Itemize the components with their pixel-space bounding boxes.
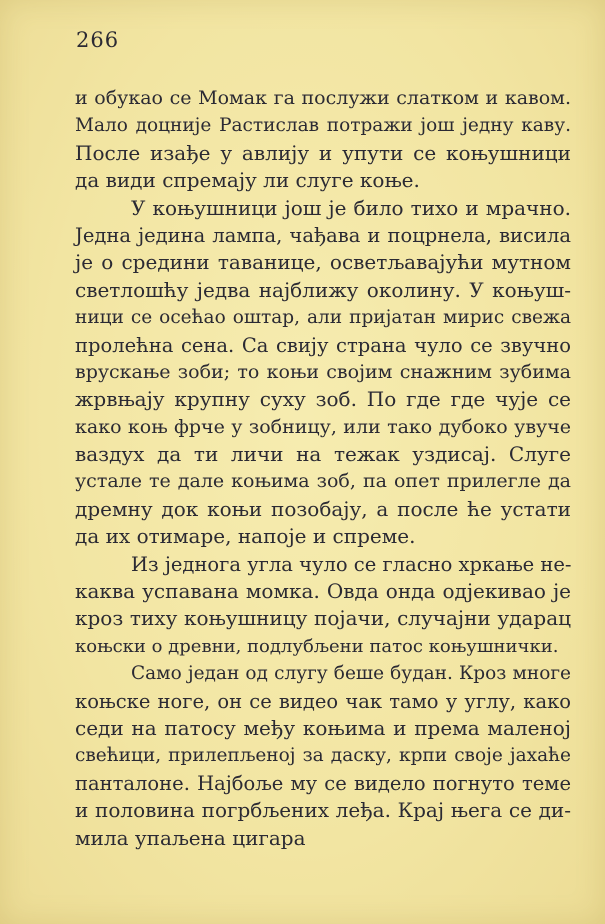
text-line: жрвњају крупну суху зоб. По где где чује се — [75, 387, 571, 412]
page-number: 266 — [76, 28, 120, 52]
text-line: Једна једина лампа, чађава и поцрнела, висила — [75, 223, 571, 247]
text-line: пролећна сена. Са свију страна чуло се звучно — [75, 333, 571, 357]
text-line: Из једнога угла чуло се гласно хркање не- — [131, 552, 572, 576]
text-line: ници се осећао оштар, али пријатан мирис свежа — [75, 307, 571, 329]
text-line: кроз тиху коњушницу појачи, случајни ударац — [75, 606, 571, 631]
text-line: устале те дале коњима зоб, па опет прилегле да — [75, 470, 571, 493]
text-line: Само један од слугу беше будан. Кроз многе — [131, 663, 571, 685]
text-line: У коњушници још је било тихо и мрачно. — [131, 195, 571, 220]
text-line: мила упаљена цигара — [75, 825, 306, 850]
text-line: је о средини таванице, осветљавајући мутном — [75, 250, 571, 275]
text-line: дремну док коњи позобају, а после ће устати — [75, 496, 571, 521]
text-line: свећици, прилепљеној за даску, крпи своје јахаће — [75, 745, 571, 767]
body-text — [75, 85, 571, 852]
text-line: седи на патосу међу коњима и према маленој — [75, 715, 571, 740]
text-line: да их отимаре, напоје и спреме. — [75, 524, 416, 549]
paragraph-4 — [75, 660, 571, 852]
text-line: коњске ноге, он се видео чак тамо у углу, како — [75, 689, 571, 713]
text-line: панталоне. Најбоље му се видело погнуто теме — [75, 771, 571, 795]
text-line: вруcкање зоби; то коњи својим снажним зубима — [75, 360, 571, 383]
paragraph-2 — [75, 195, 571, 551]
text-line: да види спремају ли слуге коње. — [75, 168, 420, 193]
text-line: како коњ фрче у зобницу, или тако дубоко увуче — [75, 415, 571, 438]
text-line: каква успавана момка. Овда онда одјекивао је — [75, 579, 571, 604]
text-line: ваздух да ти личи на тежак уздисај. Слуге — [75, 442, 571, 467]
text-line: и половина погрбљених леђа. Крај њега се ди- — [75, 798, 571, 823]
text-line: светлошћу једва најближу околину. У коњуш- — [75, 277, 571, 302]
text-line: и обукао се Момак га послужи слатком и кавом. — [75, 87, 571, 109]
paragraph-3 — [75, 551, 571, 661]
text-line: После изађе у авлију и упути се коњушници — [75, 140, 571, 165]
text-line: коњски о древни, подлубљени патос коњушнички. — [75, 635, 559, 657]
text-line: Мало доцније Растислав потражи још једну каву. — [75, 115, 571, 137]
paragraph-1 — [75, 85, 571, 195]
